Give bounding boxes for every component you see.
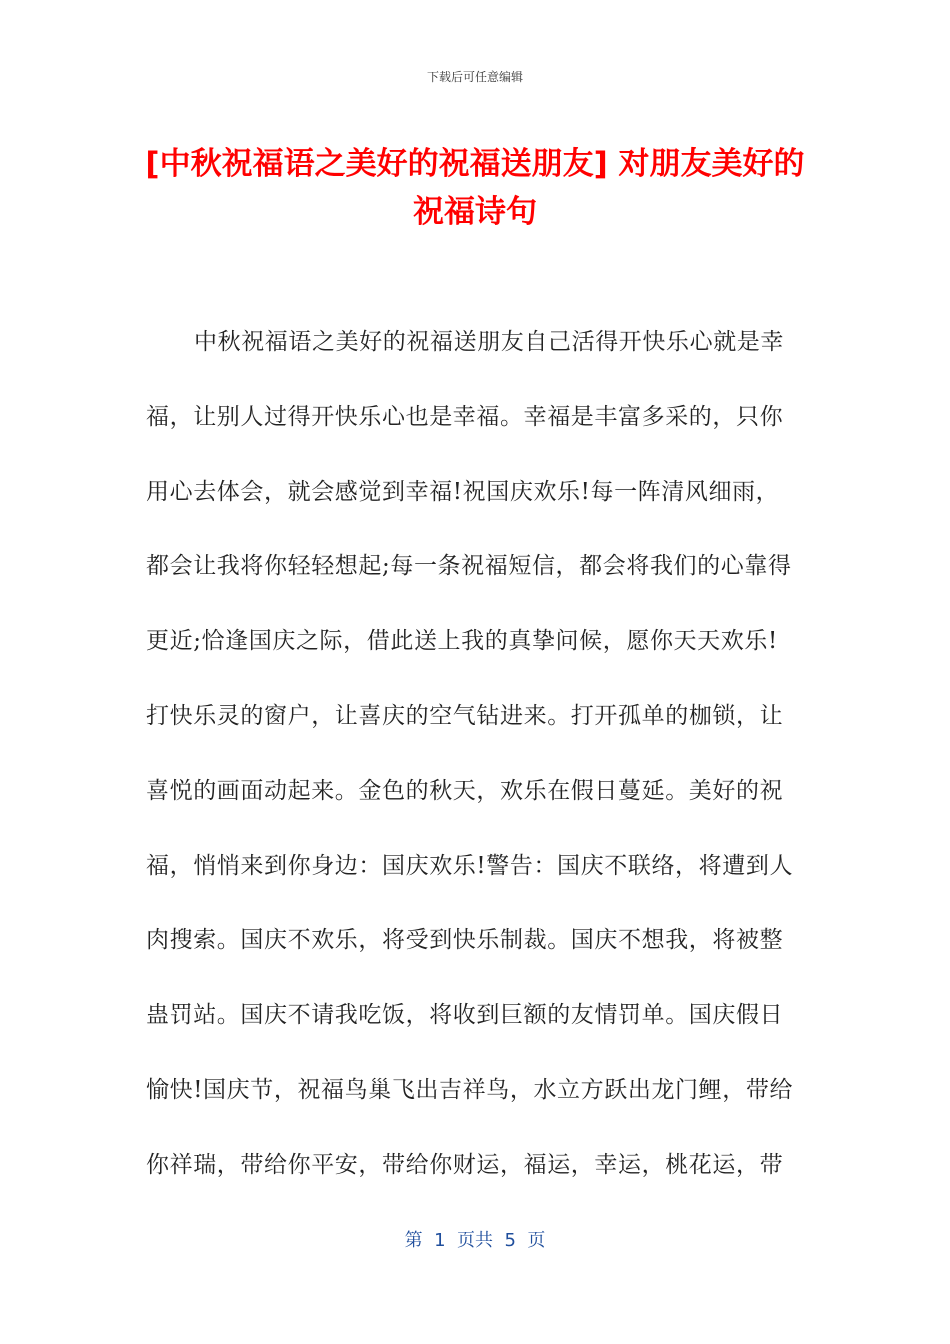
body-text [146, 319, 806, 1217]
text-line: 愉快!国庆节，祝福鸟巢飞出吉祥鸟，水立方跃出龙门鲤，带给 [146, 1076, 794, 1103]
text-line: 你祥瑞，带给你平安，带给你财运，福运，幸运，桃花运，带 [146, 1151, 784, 1178]
header-note: 下载后可任意编辑 [426, 70, 523, 84]
text-line: 更近;恰逢国庆之际，借此送上我的真挚问候，愿你天天欢乐! [146, 628, 778, 655]
text-line: 肉搜索。国庆不欢乐，将受到快乐制裁。国庆不想我，将被整 [146, 927, 784, 954]
text-line: 用心去体会，就会感觉到幸福!祝国庆欢乐!每一阵清风细雨， [146, 478, 780, 505]
page-indicator: 第 1 页共 5 页 [404, 1230, 546, 1251]
text-line: 都会让我将你轻轻想起;每一条祝福短信，都会将我们的心靠得 [146, 553, 792, 580]
text-line: 福，让别人过得开快乐心也是幸福。幸福是丰富多采的，只你 [146, 403, 784, 430]
text-line: 中秋祝福语之美好的祝福送朋友自己活得开快乐心就是幸 [194, 329, 784, 355]
text-line: 蛊罚站。国庆不请我吃饭，将收到巨额的友情罚单。国庆假日 [146, 1002, 784, 1029]
text-line: 喜悦的画面动起来。金色的秋天，欢乐在假日蔓延。美好的祝 [146, 777, 784, 804]
document-title: [中秋祝福语之美好的祝福送朋友] 对朋友美好的祝福诗句 [145, 146, 805, 230]
text-line: 福，悄悄来到你身边：国庆欢乐!警告：国庆不联络，将遭到人 [146, 852, 794, 879]
text-line: 打快乐灵的窗户，让喜庆的空气钻进来。打开孤单的枷锁，让 [146, 702, 784, 729]
